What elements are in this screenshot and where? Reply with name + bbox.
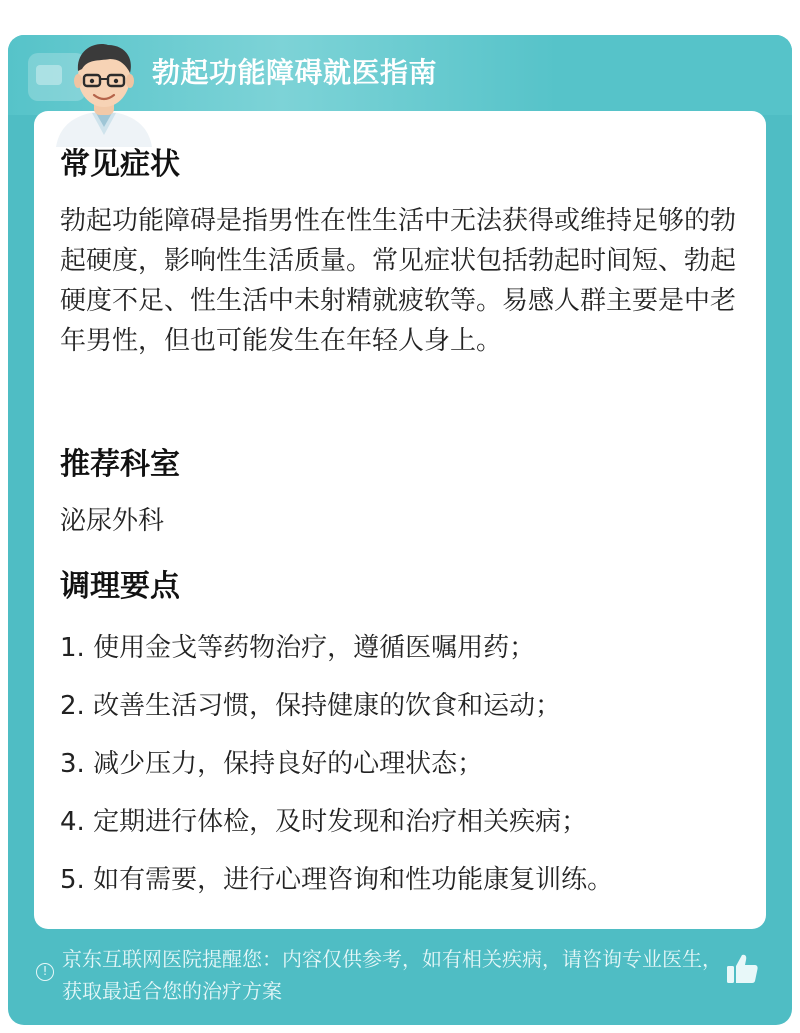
- page-title: 勃起功能障碍就医指南: [152, 56, 438, 89]
- department-heading: 推荐科室: [60, 447, 180, 482]
- symptoms-text: 勃起功能障碍是指男性在性生活中无法获得或维持足够的勃起硬度，影响性生活质量。常见症状包括勃起时间短、勃起硬度不足、性生活中未射精就疲软等。易感人群主要是中老年男性，但也可能发生在年轻人身上。: [60, 206, 737, 356]
- care-item: 5. 如有需要，进行心理咨询和性功能康复训练。: [60, 865, 614, 895]
- doctor-avatar-icon: [48, 39, 160, 147]
- care-heading: 调理要点: [60, 569, 180, 604]
- info-icon: !: [36, 963, 54, 981]
- footer-notice: 京东互联网医院提醒您：内容仅供参考，如有相关疾病，请咨询专业医生，获取最适合您的治疗方案: [62, 947, 722, 1003]
- content-panel: [34, 111, 766, 929]
- care-item: 4. 定期进行体检，及时发现和治疗相关疾病；: [60, 807, 588, 837]
- care-item: 3. 减少压力，保持良好的心理状态；: [60, 749, 484, 779]
- symptoms-heading: 常见症状: [60, 147, 180, 182]
- care-item: 1. 使用金戈等药物治疗，遵循医嘱用药；: [60, 633, 536, 663]
- thumbs-up-icon[interactable]: [724, 951, 760, 987]
- guide-card: [8, 35, 792, 1025]
- care-item: 2. 改善生活习惯，保持健康的饮食和运动；: [60, 691, 562, 721]
- department-text: 泌尿外科: [60, 506, 165, 536]
